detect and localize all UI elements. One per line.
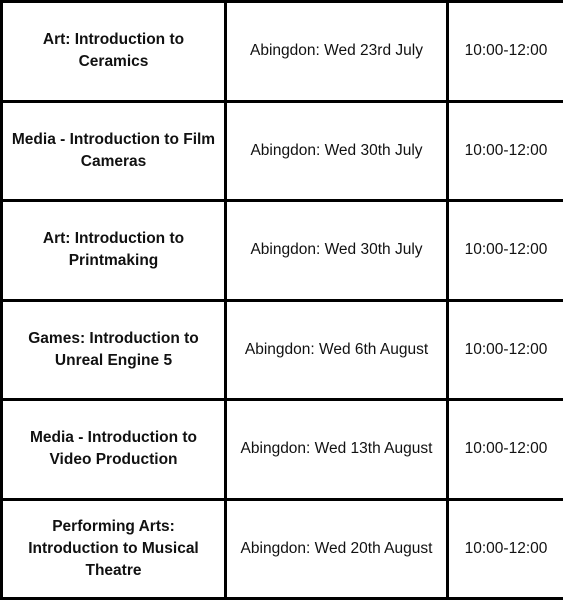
course-date-cell: Abingdon: Wed 6th August [226,300,448,400]
course-time-cell: 10:00-12:00 [448,499,563,599]
course-date-cell: Abingdon: Wed 13th August [226,400,448,500]
course-name-cell: Art: Introduction to Printmaking [2,201,226,301]
table-row [2,499,563,599]
course-name-cell: Art: Introduction to Ceramics [2,2,226,102]
table-row [2,400,563,500]
course-date-cell: Abingdon: Wed 30th July [226,201,448,301]
course-date-cell: Abingdon: Wed 23rd July [226,2,448,102]
course-name-cell: Media - Introduction to Film Cameras [2,101,226,201]
course-time-cell: 10:00-12:00 [448,101,563,201]
course-date-cell: Abingdon: Wed 20th August [226,499,448,599]
course-time-cell: 10:00-12:00 [448,201,563,301]
table-row [2,201,563,301]
course-name-cell: Games: Introduction to Unreal Engine 5 [2,300,226,400]
course-name-cell: Media - Introduction to Video Production [2,400,226,500]
course-name-cell: Performing Arts: Introduction to Musical Theatre [2,499,226,599]
table-row [2,2,563,102]
course-time-cell: 10:00-12:00 [448,400,563,500]
table-row [2,300,563,400]
course-time-cell: 10:00-12:00 [448,2,563,102]
course-date-cell: Abingdon: Wed 30th July [226,101,448,201]
table-row [2,101,563,201]
course-time-cell: 10:00-12:00 [448,300,563,400]
